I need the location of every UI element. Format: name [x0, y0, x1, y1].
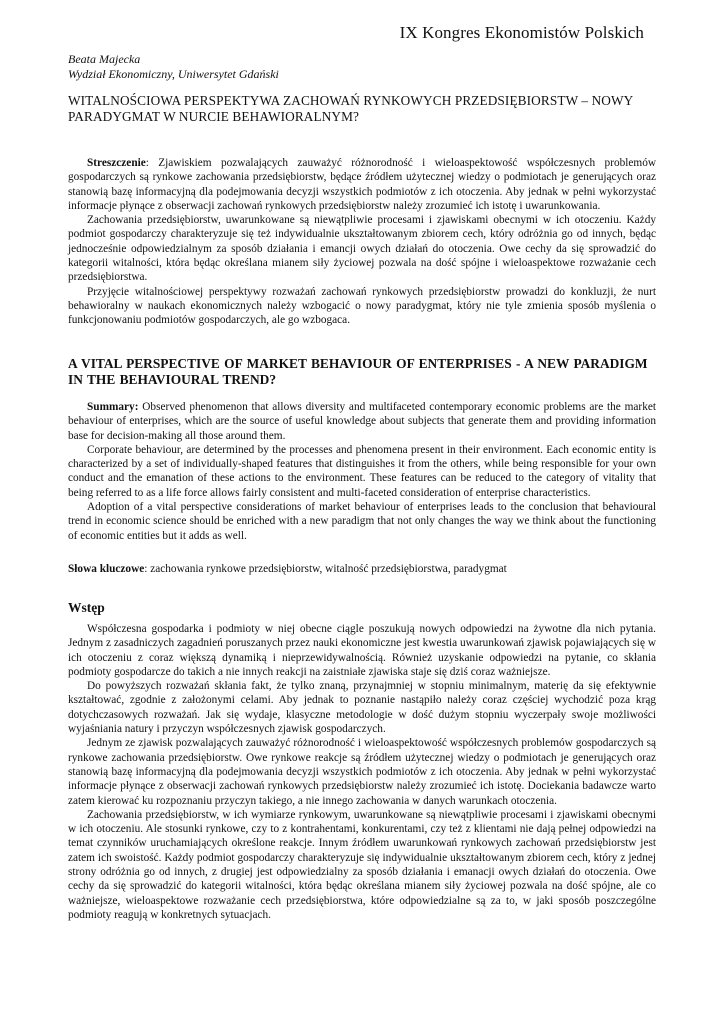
paper-title-polish: WITALNOŚCIOWA PERSPEKTYWA ZACHOWAŃ RYNKOWYCH PRZEDSIĘBIORSTW – NOWY PARADYGMAT W NURCIE BEHAWIORALNYM?: [68, 93, 633, 124]
abstract-polish-paragraph: Zachowania przedsiębiorstw, uwarunkowane są niewątpliwie procesami i zjawiskami obecnymi w ich otoczeniu. Każdy podmiot gospodarczy charakteryzuje się też indywidualnie ukształtowanym zbiorem cech, który odróżnia go od innych, będąc jednocześnie odpowiedzialnym za sposób działania i emancji owych działań do otoczenia. Owe cechy da się sprowadzić do kategorii witalności, która będąc określana mianem siły życiowej pozwala na dość spójne i wieloaspektowe rozważanie cech przedsiębiorstwa.: [68, 214, 656, 284]
abstract-english-text: Observed phenomenon that allows diversity and multifaceted contemporary economic problems are the market behaviour of enterprises, which are the source of useful knowledge about subjects that generate them and providing information base for decision-making all those around them.: [68, 401, 656, 442]
section-heading: Wstęp: [68, 600, 105, 615]
running-header: IX Kongres Ekonomistów Polskich: [399, 23, 644, 42]
body-paragraph: Do powyższych rozważań skłania fakt, że tylko znaną, przynajmniej w stopniu minimalnym, materię da się efektywnie kształtować, zgodnie z założonymi celami. Aby jednak to poznanie nastąpiło należy coraz częściej wychodzić poza krąg dotychczasowych rozważań. Jak się wydaje, klasyczne metodologie w dość dużym stopniu wyczerpały swoje możliwości wyjaśniania natury i przyczyn współczesnych zjawisk gospodarczych.: [68, 680, 656, 736]
author-affiliation: Wydział Ekonomiczny, Uniwersytet Gdański: [68, 67, 279, 81]
abstract-polish: [68, 156, 656, 328]
keywords: [68, 562, 656, 576]
author-name: Beata Majecka: [68, 52, 141, 66]
section-body: [68, 622, 656, 922]
abstract-polish-text: : Zjawiskiem pozwalających zauważyć różnorodność i wieloaspektowość współczesnych problemów gospodarczych są rynkowe zachowania przedsiębiorstw, będące źródłem użytecznej wiedzy o podmiotach je generujących oraz stanowią bazę informacyjną dla podejmowania decyzji wszystkich podmiotów z ich otoczenia. Aby jednak w pełni wykorzystać informacje płynące z obserwacji zachowań rynkowych przedsiębiorstw należy zrozumieć ich istotę i uwarunkowania.: [68, 157, 656, 212]
body-paragraph: Jednym ze zjawisk pozwalających zauważyć różnorodność i wieloaspektowość współczesnych problemów gospodarczych są rynkowe zachowania przedsiębiorstw. Owe rynkowe reakcje są źródłem użytecznej wiedzy o podmiotach je generujących oraz stanowią bazę informacyjną dla podejmowania decyzji wszystkich podmiotów z ich otoczenia. Aby jednak w pełni wykorzystać informacje płynące z obserwacji zachowań rynkowych przedsiębiorstw należy zrozumieć ich istotę. Dociekania badawcze warto zatem kierować ku rozpoznaniu przyczyn takiego, a nie innego zachowania w danych warunkach otoczenia.: [68, 737, 656, 807]
abstract-english: [68, 400, 656, 543]
keywords-text: : zachowania rynkowe przedsiębiorstw, witalność przedsiębiorstwa, paradygmat: [144, 563, 507, 575]
abstract-polish-paragraph: Przyjęcie witalnościowej perspektywy rozważań zachowań rynkowych przedsiębiorstw prowadzi do konkluzji, że nurt behawioralny w naukach ekonomicznych należy wzbogacić o nowy paradygmat, który nie tyle zmienia sposób myślenia o funkcjonowaniu podmiotów gospodarczych, ale go wzbogaca.: [68, 285, 656, 327]
body-paragraph: Zachowania przedsiębiorstw, w ich wymiarze rynkowym, uwarunkowane są niewątpliwie procesami i zjawiskami obecnymi w ich otoczeniu. Ale stosunki rynkowe, czy to z kontrahentami, konkurentami, czy też z klientami nie dają pełnej odpowiedzi na temat czynników uruchamiających określone reakcje. Innym źródłem uwarunkowań rynkowych zachowań przedsiębiorstw jest zatem ich swoistość. Każdy podmiot gospodarczy charakteryzuje się indywidualnie ukształtowanym zbiorem cech, który z jednej strony odróżnia go od innych, z drugiej jest odpowiedzialny za sposób działania i emanacji owych działań do otoczenia. Owe cechy da się sprowadzić do kategorii witalności, która będąc określana mianem siły życiowej pozwala na dość spójne, ale co ważniejsze, wieloaspektowe rozważanie cech przedsiębiorstwa, które odpowiedzialne są za to, w jaki sposób poszczególne podmioty reagują w konkretnych sytuacjach.: [68, 808, 656, 921]
abstract-english-label: Summary:: [87, 401, 139, 413]
body-paragraph: Współczesna gospodarka i podmioty w niej obecne ciągle poszukują nowych odpowiedzi na żywotne dla nich pytania. Jednym z zasadniczych zagadnień poruszanych przez nauki ekonomiczne jest kwestia uwarunkowań zjawisk pojawiających się w ich otoczeniu z coraz większą dynamiką i nieprzewidywalnością. Również uzyskanie odpowiedzi na pytanie, co skłania podmioty gospodarcze do takich a nie innych reakcji na zaistniałe zjawiska staje się dziś coraz ważniejsze.: [68, 623, 656, 678]
keywords-label: Słowa kluczowe: [68, 563, 145, 575]
abstract-english-paragraph: Corporate behaviour, are determined by the processes and phenomena present in their environment. Each economic entity is characterized by a set of individually-shaped features that distinguishes it from the others, while being responsible for your own conduct and the emanation of these actions to the environment. These features can be reduced to the category of vitality that being referred to as a life force allows fairly consistent and multi-faceted consideration of enterprise characteristics.: [68, 443, 656, 499]
paper-title-english: A VITAL PERSPECTIVE OF MARKET BEHAVIOUR OF ENTERPRISES - A NEW PARADIGM IN THE BEHAVIOURAL TREND?: [68, 356, 648, 387]
abstract-polish-paragraph: [68, 156, 656, 213]
document-page: [68, 0, 656, 1024]
abstract-english-paragraph: [68, 400, 656, 443]
abstract-english-paragraph: Adoption of a vital perspective considerations of market behaviour of enterprises leads to the conclusion that behavioural trend in economic science should be enriched with a new paradigm that not only changes the way we think about the functioning of economic entities but it adds as well.: [68, 501, 656, 542]
abstract-polish-label: Streszczenie: [87, 157, 146, 169]
